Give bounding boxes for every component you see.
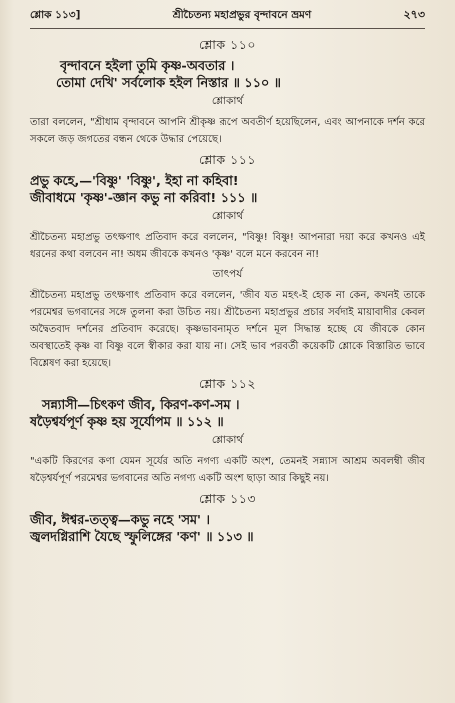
verse-line-2: ষড়ৈশ্বর্যপূর্ণ কৃষ্ণ হয় সূর্যোপম ॥ ১১২ ॥ bbox=[30, 415, 224, 430]
verse-112 bbox=[30, 376, 425, 487]
verse-line-1: বৃন্দাবনে হইলা তুমি কৃষ্ণ-অবতার । bbox=[60, 59, 235, 74]
verse-line-2: জ্বলদগ্নিরাশি যৈছে স্ফুলিঙ্গের 'কণ' ॥ ১১৩ ॥ bbox=[30, 530, 254, 545]
translation-text: শ্রীচৈতন্য মহাপ্রভু তৎক্ষণাৎ প্রতিবাদ করে বললেন, "বিষ্ণু! বিষ্ণু! আপনারা দয়া করে কখনও এই ধরনের কথা বলবেন না! অধম জীবকে কখনও 'কৃষ্ণ' বলে মনে করবেন না! bbox=[30, 232, 425, 260]
verse-number: শ্লোক ১১২ bbox=[199, 376, 256, 391]
header-verse-ref: শ্লোক ১১৩] bbox=[30, 9, 81, 21]
verse-113 bbox=[30, 491, 425, 546]
verse-line-2: জীবাধমে 'কৃষ্ণ'-জ্ঞান কভু না করিবা! ১১১ ॥ bbox=[30, 191, 258, 206]
verse-number: শ্লোক ১১০ bbox=[199, 37, 256, 52]
purport-text: শ্রীচৈতন্য মহাপ্রভু তৎক্ষণাৎ প্রতিবাদ করে বললেন, 'জীব যত মহৎ-ই হোক না কেন, কখনই তাকে পরমেশ্বর ভগবানের সঙ্গে তুলনা করা উচিত নয়। শ্রীচৈতন্য মহাপ্রভুর প্রচার সর্বদাই মায়াবাদীর কেবল অদ্বৈতবাদ দর্শনের প্রতিবাদ করেছে। কৃষ্ণভাবনামৃত দর্শনে মূল সিদ্ধান্ত হচ্ছে যে জীবকে কোন অবস্থাতেই কৃষ্ণ বা বিষ্ণু বলে স্বীকার করা যায় না। সেই ভাব পরবর্তী কয়েকটি শ্লোকে বিস্তারিত ভাবে বিশ্লেষণ করা হয়েছে। bbox=[30, 290, 425, 369]
header-chapter-title: শ্রীচৈতন্য মহাপ্রভুর বৃন্দাবনে ভ্রমণ bbox=[172, 9, 312, 21]
verse-line-1: সন্ন্যাসী—চিৎকণ জীব, কিরণ-কণ-সম । bbox=[42, 398, 240, 413]
verse-number: শ্লোক ১১১ bbox=[199, 152, 256, 167]
translation-text: তারা বললেন, "শ্রীধাম বৃন্দাবনে আপনি শ্রীকৃষ্ণ রূপে অবতীর্ণ হয়েছিলেন, এবং আপনাকে দর্শন করে সকলে জড় জগতের বন্ধন থেকে উদ্ধার পেয়েছে। bbox=[30, 117, 425, 145]
page-number: ২৭৩ bbox=[403, 8, 425, 21]
verse-line-1: প্রভু কহে,—'বিষ্ণু' 'বিষ্ণু', ইহা না কহিবা! bbox=[30, 174, 239, 189]
verse-number: শ্লোক ১১৩ bbox=[199, 491, 256, 506]
verse-line-1: জীব, ঈশ্বর-তত্ত্ব—কভু নহে 'সম' । bbox=[30, 513, 210, 528]
translation-label: শ্লোকার্থ bbox=[211, 434, 244, 446]
verse-110 bbox=[30, 37, 425, 148]
purport-label: তাৎপর্য bbox=[212, 268, 243, 280]
translation-text: "একটি কিরণের কণা যেমন সূর্যের অতি নগণ্য একটি অংশ, তেমনই সন্ন্যাস আশ্রম অবলম্বী জীব ষড়ৈশ্বর্যপূর্ণ পরমেশ্বর ভগবানের অতি নগণ্য একটি অংশ ছাড়া আর কিছুই নয়। bbox=[30, 456, 425, 484]
translation-label: শ্লোকার্থ bbox=[211, 210, 244, 222]
verse-line-2: তোমা দেখি' সর্বলোক হইল নিস্তার ॥ ১১০ ॥ bbox=[56, 76, 281, 91]
translation-label: শ্লোকার্থ bbox=[211, 95, 244, 107]
verse-111 bbox=[30, 152, 425, 372]
running-header bbox=[30, 6, 425, 29]
